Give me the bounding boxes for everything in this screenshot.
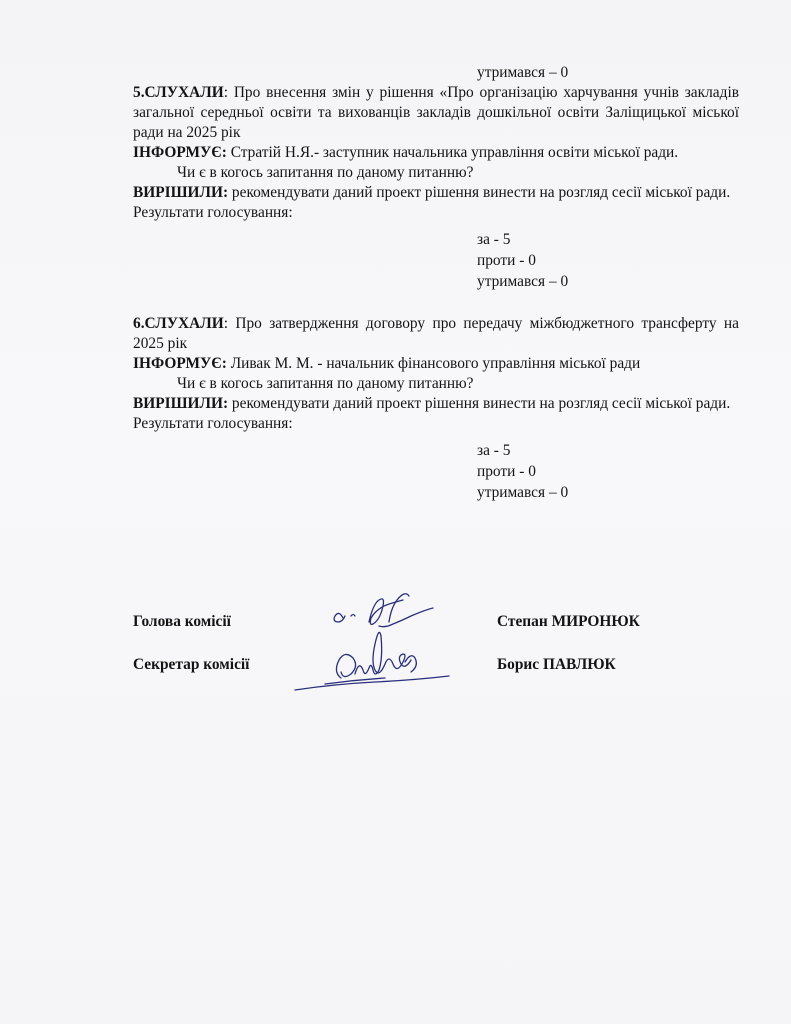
item6-votes: [477, 440, 739, 503]
vote-for: за - 5: [477, 442, 511, 459]
item5-results-label: Результати голосування:: [133, 204, 293, 221]
decided-text: рекомендувати даний проект рішення винести на розгляд сесії міської ради.: [228, 184, 731, 201]
vote-abstained: утримався – 0: [477, 484, 569, 501]
informs-text: Стратій Н.Я.- заступник начальника управління освіти міської ради.: [226, 144, 679, 161]
heard-text: : Про затвердження договору про передачу міжбюджетного трансферту на 2025 рік: [133, 315, 739, 352]
vote-against: проти - 0: [477, 463, 536, 480]
item6-results-label: Результати голосування:: [133, 415, 293, 432]
heard-label: 5.СЛУХАЛИ: [133, 84, 224, 101]
secretary-name: Борис ПАВЛЮК: [497, 656, 616, 673]
informs-label: ІНФОРМУЄ:: [133, 355, 227, 372]
item5-heard: [133, 83, 739, 143]
heard-text: : Про внесення змін у рішення «Про організацію харчування учнів закладів загальної середньої освіти та вихованців закладів дошкільної освіти Заліщицької міської ради на 2025 рік: [133, 84, 739, 141]
chair-name: Степан МИРОНЮК: [497, 613, 640, 630]
vote-abstained: утримався – 0: [477, 273, 569, 290]
decided-label: ВИРІШИЛИ:: [133, 395, 229, 412]
heard-label: 6.СЛУХАЛИ: [133, 315, 224, 332]
vote-abstained: утримався – 0: [477, 64, 569, 81]
decided-label: ВИРІШИЛИ:: [133, 184, 229, 201]
handwritten-signature: [285, 582, 455, 702]
secretary-role: Секретар комісії: [133, 656, 250, 673]
item5-decided: [133, 183, 739, 203]
top-vote: [477, 62, 739, 83]
informs-text: Ливак М. М. - начальник фінансового управління міської ради: [226, 355, 641, 372]
minutes-body: [133, 62, 739, 503]
item5-informs: [133, 143, 739, 163]
decided-text: рекомендувати даний проект рішення винести на розгляд сесії міської ради.: [228, 395, 731, 412]
chair-role: Голова комісії: [133, 613, 231, 630]
item5-votes: [477, 229, 739, 292]
item6-informs: [133, 354, 739, 374]
item5-question: Чи є в когось запитання по даному питанню?: [177, 164, 474, 181]
vote-against: проти - 0: [477, 252, 536, 269]
informs-label: ІНФОРМУЄ:: [133, 144, 227, 161]
vote-for: за - 5: [477, 231, 511, 248]
item6-decided: [133, 394, 739, 414]
item6-question: Чи є в когось запитання по даному питанню?: [177, 375, 474, 392]
item6-heard: [133, 314, 739, 354]
